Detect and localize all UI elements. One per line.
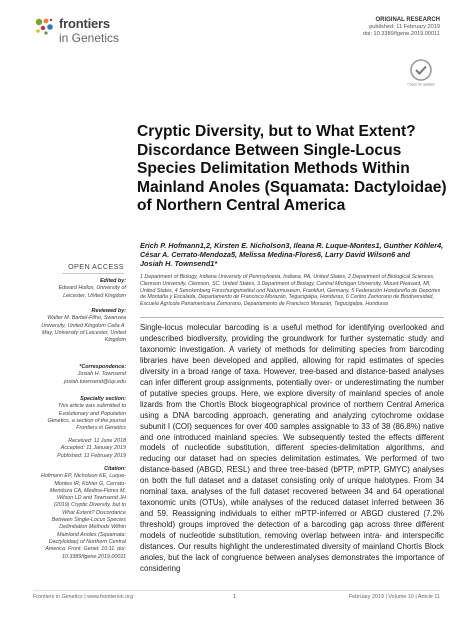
open-access-label: OPEN ACCESS	[68, 262, 124, 271]
logo-subtitle: in Genetics	[59, 31, 120, 45]
author-line: Erich P. Hofmann1,2, Kirsten E. Nicholson3, Ileana R. Luque-Montes1, Gunther Köhler4,	[140, 241, 444, 250]
author-list	[140, 241, 445, 269]
published-sidebar-date: Published: 11 February 2019	[57, 452, 126, 459]
divider	[140, 317, 444, 318]
specialty-label: Specialty section:	[80, 396, 126, 402]
frontiers-logo-icon	[33, 16, 55, 38]
citation-label: Citation:	[104, 466, 126, 472]
citation	[40, 466, 126, 561]
article-type: ORIGINAL RESEARCH	[375, 17, 440, 23]
logo-title: frontiers	[59, 16, 110, 31]
author-line: Josiah H. Townsend1*	[140, 259, 218, 269]
specialty-text: This article was submitted to Evolutionary and Population Genetics, a section of the journal Frontiers in Genetics	[47, 403, 126, 432]
journal-logo[interactable]	[33, 16, 153, 50]
check-label: Check for updates	[407, 82, 435, 87]
accepted-date: Accepted: 11 January 2019	[60, 445, 126, 452]
reviewed-by	[40, 308, 126, 344]
published-date: published: 11 February 2019	[369, 24, 440, 31]
author-line: César A. Cerrato-Mendoza5, Melissa Medina-Flores6, Larry David Wilson6 and	[140, 250, 411, 260]
footer-journal[interactable]: Frontiers in Genetics | www.frontiersin.org	[33, 594, 133, 600]
divider	[33, 590, 440, 591]
citation-text: Hofmann EP, Nicholson KE, Luque-Montes IR, Köhler G, Cerrato-Mendoza CA, Medina-Flores M, Wilson LD and Townsend JH (2019) Cryptic Diversity, but to What Extent? Discordance Between Single-Locus Species Delimitation Methods Within Mainland Anoles (Squamata: Dactyloidae) of Northern Central America. Front. Genet. 10:11. doi: 10.3389/fgene.2019.00011	[40, 473, 126, 560]
correspondence-label: *Correspondence:	[79, 364, 126, 370]
article-meta	[363, 17, 440, 39]
doi-link[interactable]: doi: 10.3389/fgene.2019.00011	[362, 31, 440, 38]
reviewed-text: Walter M. Barbel-Filho, Swansea University, United Kingdom Celia A. May, University of Leicester, United Kingdom	[41, 315, 126, 344]
correspondence	[40, 364, 126, 386]
footer-issue: February 2019 | Volume 10 | Article 11	[348, 594, 440, 600]
article-title: Cryptic Diversity, but to What Extent? Discordance Between Single-Locus Species Delimitation Methods Within Mainland Anoles (Squamata: Dactyloidae) of Northern Central America	[137, 123, 447, 214]
check-for-updates-icon[interactable]	[406, 57, 436, 87]
divider	[62, 273, 124, 274]
reviewed-label: Reviewed by:	[91, 308, 126, 314]
edited-by	[40, 278, 126, 300]
edited-text: Edward Hollox, University of Leicester, United Kingdom	[58, 285, 126, 299]
page-number: 1	[233, 594, 236, 600]
abstract: Single-locus molecular barcoding is a useful method for identifying overlooked and undescribed biodiversity, providing the groundwork for further systematic study and taxonomic investigation. A variety of methods for delimiting species from barcoding libraries have been developed and applied, allowing for rapid estimates of species diversity in a broad range of taxa. However, tree-based and distance-based analyses can infer different group assignments, potentially over- or underestimating the number of putative species groups. Here, we explore diversity of mainland species of anole lizards from the Chortís Block biogeographical province of northern Central America using a DNA barcoding approach, generating and analyzing cytochrome oxidase subunit I (COI) sequences for over 400 samples assignable to 33 of 38 (86.8%) native and one introduced mainland species. We subsequently tested the effects different models of nucleotide substitution, different species-delimitation algorithms, and reducing our dataset had on species delimitation estimates. We performed of two distance-based (ABGD, RESL) and three tree-based (bPTP, mPTP, GMYC) analyses on both the full dataset and a dataset consisting only of unique halotypes. From 34 nominal taxa, analyses of the full dataset recovered between 34 and 64 operational taxonomic units (OTUs), while analyses of the reduced dataset inferred between 36 and 59. Reassigning individuals to either mPTP-inferred or ABGD clustered (7.2% threshold) groups improved the detection of a barcoding gap across three different models of nucleotide substitution, removing overlap between intra- and interspecific distances. Our results highlight the underestimated diversity of mainland Chortís Block anoles, but the lack of congruence between analyses demonstrates the importance of considering	[140, 323, 444, 573]
specialty-section	[40, 396, 126, 432]
edited-label: Edited by:	[99, 278, 126, 284]
dates	[40, 438, 126, 460]
affiliations: 1 Department of Biology, Indiana University of Pennsylvania, Indiana, PA, United States, 2 Department of Biological Sciences, Clemson University, Clemson, SC, United States, 3 Department of Biology, Central Michigan University, Mount Pleasant, MI, United States, 4 Senckenberg Forschungsinstitut und Naturmuseum, Frankfurt, Germany, 5 Federación Hondureña de Deportes de Montaña y Escalada, Departamento de Francisco Morazán, Tegucigalpa, Honduras, 6 Centro Zamorano de Biodiversidad, Escuela Agrícola Panamericana Zamorano, Departamento de Francisco Morazán, Tegucigalpa, Honduras	[140, 274, 441, 308]
received-date: Received: 11 June 2018	[68, 438, 126, 444]
correspondence-text[interactable]: Josiah H. Townsend josiah.townsend@iup.edu	[64, 371, 126, 385]
